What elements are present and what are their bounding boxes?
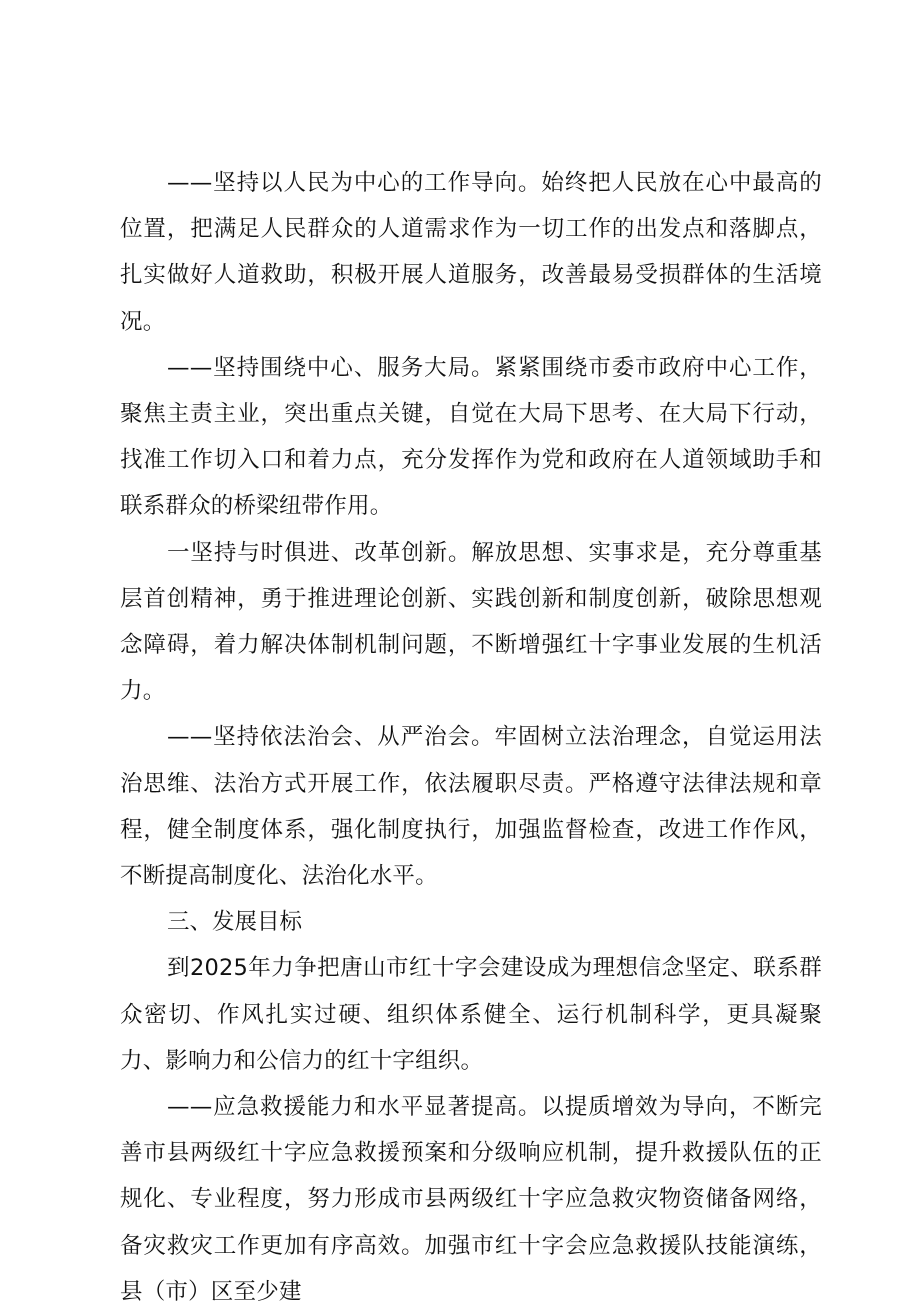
section-heading-development-goals: 三、发展目标 <box>167 909 303 936</box>
paragraph-goal-2025: 到2025年力争把唐山市红十字会建设成为理想信念坚定、联系群众密切、作风扎实过硬、组织体系健全、运行机制科学，更具凝聚力、影响力和公信力的红十字组织。 <box>120 955 822 1074</box>
paragraph-serve-overall: ——坚持围绕中心、服务大局。紧紧围绕市委市政府中心工作，聚焦主责主业，突出重点关键，自觉在大局下思考、在大局下行动，找准工作切入口和着力点，充分发挥作为党和政府在人道领域助手和联系群众的桥梁纽带作用。 <box>120 354 822 520</box>
document-body <box>120 160 822 1315</box>
paragraph-emergency-rescue: ——应急救援能力和水平显著提高。以提质增效为导向，不断完善市县两级红十字应急救援预案和分级响应机制，提升救援队伍的正规化、专业程度，努力形成市县两级红十字应急救灾物资储备网络，备灾救灾工作更加有序高效。加强市红十字会应急救援队技能演练，县（市）区至少建 <box>120 1094 822 1305</box>
paragraph-people-centered: ——坚持以人民为中心的工作导向。始终把人民放在心中最高的位置，把满足人民群众的人道需求作为一切工作的出发点和落脚点，扎实做好人道救助，积极开展人道服务，改善最易受损群体的生活境况。 <box>120 170 822 335</box>
paragraph-rule-of-law: ——坚持依法治会、从严治会。牢固树立法治理念，自觉运用法治思维、法治方式开展工作，依法履职尽责。严格遵守法律法规和章程，健全制度体系，强化制度执行，加强监督检查，改进工作作风，不断提高制度化、法治化水平。 <box>120 724 822 890</box>
paragraph-reform-innovation: 一坚持与时俱进、改革创新。解放思想、实事求是，充分尊重基层首创精神，勇于推进理论创新、实践创新和制度创新，破除思想观念障碍，着力解决体制机制问题，不断增强红十字事业发展的生机活力。 <box>120 539 822 705</box>
